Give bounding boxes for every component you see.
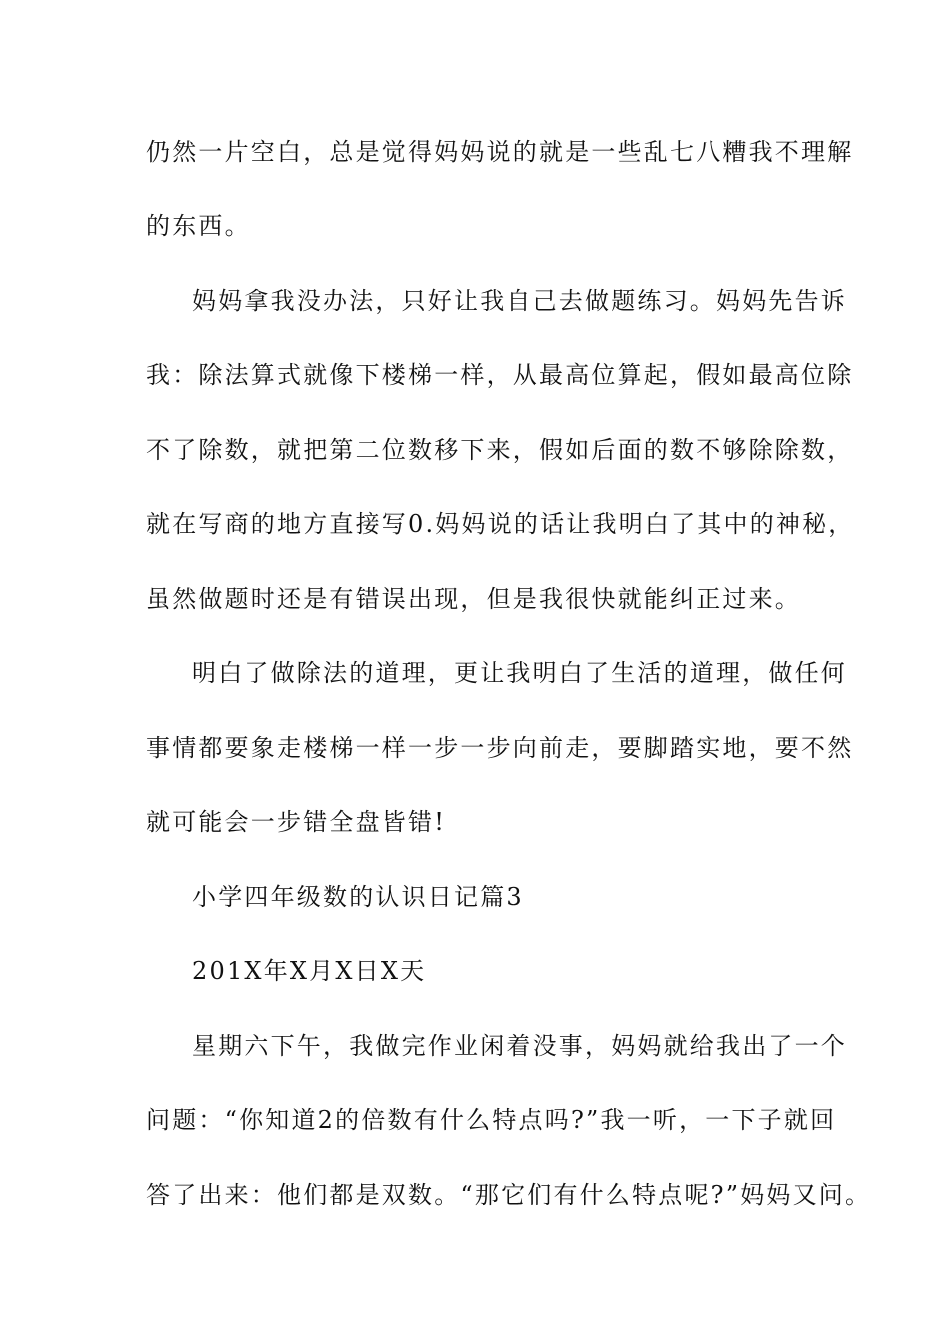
paragraph-line: 就可能会一步错全盘皆错! xyxy=(146,808,447,836)
paragraph-line: 不了除数，就把第二位数移下来，假如后面的数不够除除数， xyxy=(146,436,854,464)
section-heading: 小学四年级数的认识日记篇3 xyxy=(192,883,524,911)
paragraph-line: 事情都要象走楼梯一样一步一步向前走，要脚踏实地，要不然 xyxy=(146,734,854,762)
paragraph-line: 妈妈拿我没办法，只好让我自己去做题练习。妈妈先告诉 xyxy=(192,287,847,315)
paragraph-line: 仍然一片空白，总是觉得妈妈说的就是一些乱七八糟我不理解 xyxy=(146,138,854,166)
paragraph-line: 就在写商的地方直接写0.妈妈说的话让我明白了其中的神秘， xyxy=(146,510,855,538)
paragraph-line: 虽然做题时还是有错误出现，但是我很快就能纠正过来。 xyxy=(146,585,801,613)
paragraph-line: 明白了做除法的道理，更让我明白了生活的道理，做任何 xyxy=(192,659,847,687)
paragraph-line: 问题：“你知道2的倍数有什么特点吗?”我一听，一下子就回 xyxy=(146,1106,837,1134)
date-line: 201X年X月X日X天 xyxy=(192,957,427,985)
paragraph-line: 的东西。 xyxy=(146,212,251,240)
paragraph-line: 星期六下午，我做完作业闲着没事，妈妈就给我出了一个 xyxy=(192,1032,847,1060)
paragraph-line: 答了出来：他们都是双数。“那它们有什么特点呢?”妈妈又问。 xyxy=(146,1181,872,1209)
paragraph-line: 我：除法算式就像下楼梯一样，从最高位算起，假如最高位除 xyxy=(146,361,854,389)
